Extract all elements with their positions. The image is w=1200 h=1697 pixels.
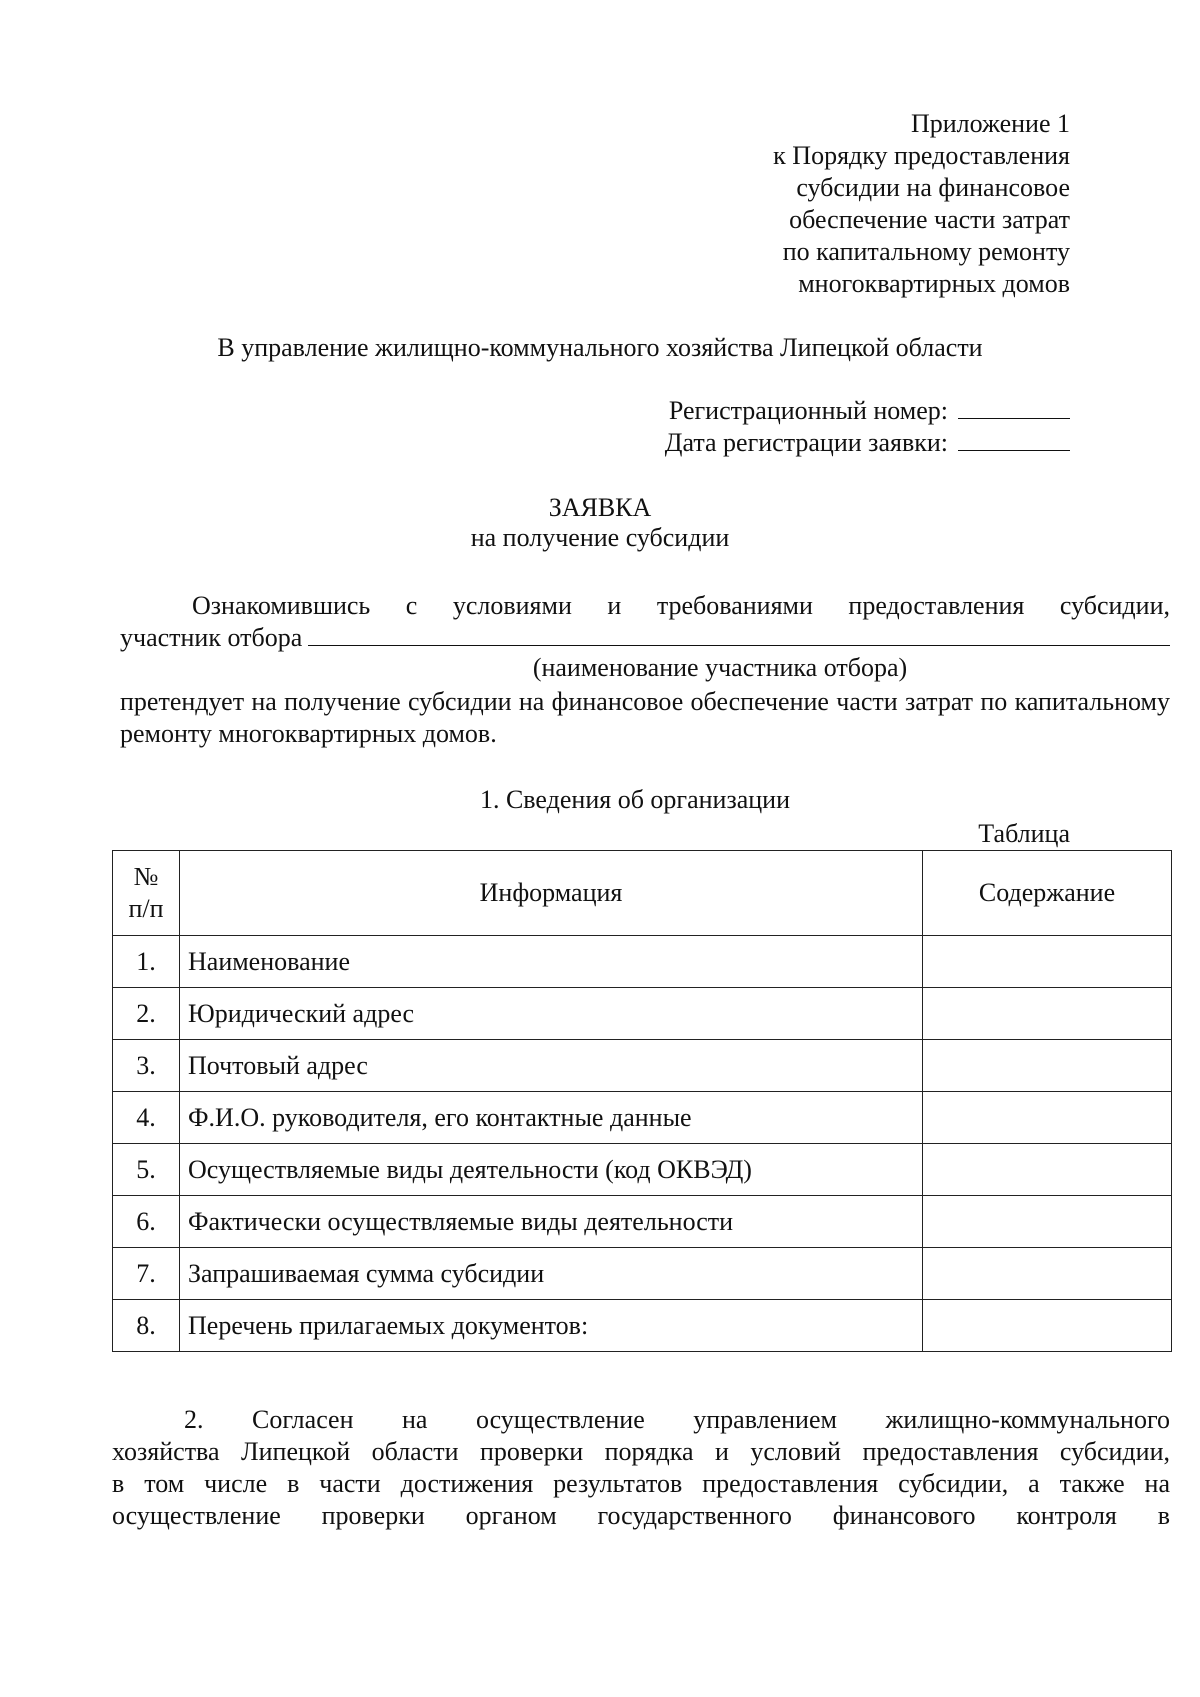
row-content-cell[interactable] [923, 1300, 1172, 1352]
appendix-line: Приложение 1 [910, 109, 1070, 138]
participant-caption: (наименование участника отбора) [532, 653, 908, 682]
row-content-cell[interactable] [923, 1092, 1172, 1144]
addressee: В управление жилищно-коммунального хозяйства Липецкой области [217, 333, 983, 362]
row-number: 3. [113, 1040, 180, 1092]
table-row [113, 1040, 1172, 1092]
participant-label: участник отбора [120, 623, 303, 652]
row-number: 1. [113, 936, 180, 988]
column-header-content: Содержание [923, 851, 1172, 936]
section1-heading: 1. Сведения об организации [479, 785, 791, 814]
row-info: Перечень прилагаемых документов: [180, 1300, 923, 1352]
registration-number-field[interactable] [958, 394, 1070, 419]
appendix-header [650, 108, 1070, 300]
table-row [113, 1144, 1172, 1196]
row-info: Почтовый адрес [180, 1040, 923, 1092]
table-row [113, 1248, 1172, 1300]
column-header-number: № п/п [113, 851, 180, 936]
intro-line-1: Ознакомившись с условиями и требованиями предоставления субсидии, [192, 591, 1170, 620]
row-content-cell[interactable] [923, 1040, 1172, 1092]
row-info: Ф.И.О. руководителя, его контактные данные [180, 1092, 923, 1144]
row-content-cell[interactable] [923, 1196, 1172, 1248]
paragraph-2-line: хозяйства Липецкой области проверки порядка и условий предоставления субсидии, [112, 1437, 1170, 1466]
row-number: 8. [113, 1300, 180, 1352]
table-label: Таблица [978, 819, 1070, 848]
row-number: 2. [113, 988, 180, 1040]
row-content-cell[interactable] [923, 1144, 1172, 1196]
appendix-line: по капитальному ремонту [782, 237, 1070, 266]
table-row [113, 988, 1172, 1040]
registration-number-row [665, 394, 1070, 426]
table-row [113, 1092, 1172, 1144]
appendix-line: многоквартирных домов [798, 269, 1070, 298]
paragraph-2-line: осуществление проверки органом государственного финансового контроля в [112, 1501, 1170, 1530]
intro-line-3: претендует на получение субсидии на финансовое обеспечение части затрат по капитальному ремонту многоквартирных домов. [120, 687, 1170, 748]
document-subtitle: на получение субсидии [470, 523, 730, 552]
row-info: Фактически осуществляемые виды деятельности [180, 1196, 923, 1248]
row-content-cell[interactable] [923, 988, 1172, 1040]
appendix-line: субсидии на финансовое [796, 173, 1070, 202]
paragraph-2-line: 2. Согласен на осуществление управлением жилищно-коммунального [184, 1405, 1170, 1434]
row-info: Наименование [180, 936, 923, 988]
row-info: Осуществляемые виды деятельности (код ОКВЭД) [180, 1144, 923, 1196]
participant-name-field[interactable] [308, 623, 1170, 646]
row-number: 7. [113, 1248, 180, 1300]
registration-block [665, 394, 1070, 458]
row-number: 4. [113, 1092, 180, 1144]
registration-number-label: Регистрационный номер: [668, 396, 948, 425]
organization-info-table [112, 850, 1172, 1352]
table-row [113, 1300, 1172, 1352]
table-header-row [113, 851, 1172, 936]
row-info: Запрашиваемая сумма субсидии [180, 1248, 923, 1300]
appendix-line: обеспечение части затрат [789, 205, 1070, 234]
registration-date-label: Дата регистрации заявки: [664, 428, 948, 457]
intro-participant-row [120, 622, 1170, 654]
row-content-cell[interactable] [923, 1248, 1172, 1300]
row-content-cell[interactable] [923, 936, 1172, 988]
column-header-info: Информация [180, 851, 923, 936]
row-number: 5. [113, 1144, 180, 1196]
table-row [113, 1196, 1172, 1248]
registration-date-row [665, 426, 1070, 458]
registration-date-field[interactable] [958, 426, 1070, 451]
row-number: 6. [113, 1196, 180, 1248]
paragraph-2-line: в том числе в части достижения результатов предоставления субсидии, а также на [112, 1469, 1170, 1498]
table-row [113, 936, 1172, 988]
document-title: ЗАЯВКА [548, 493, 652, 522]
appendix-line: к Порядку предоставления [773, 141, 1070, 170]
paragraph-2 [112, 1404, 1170, 1532]
row-info: Юридический адрес [180, 988, 923, 1040]
